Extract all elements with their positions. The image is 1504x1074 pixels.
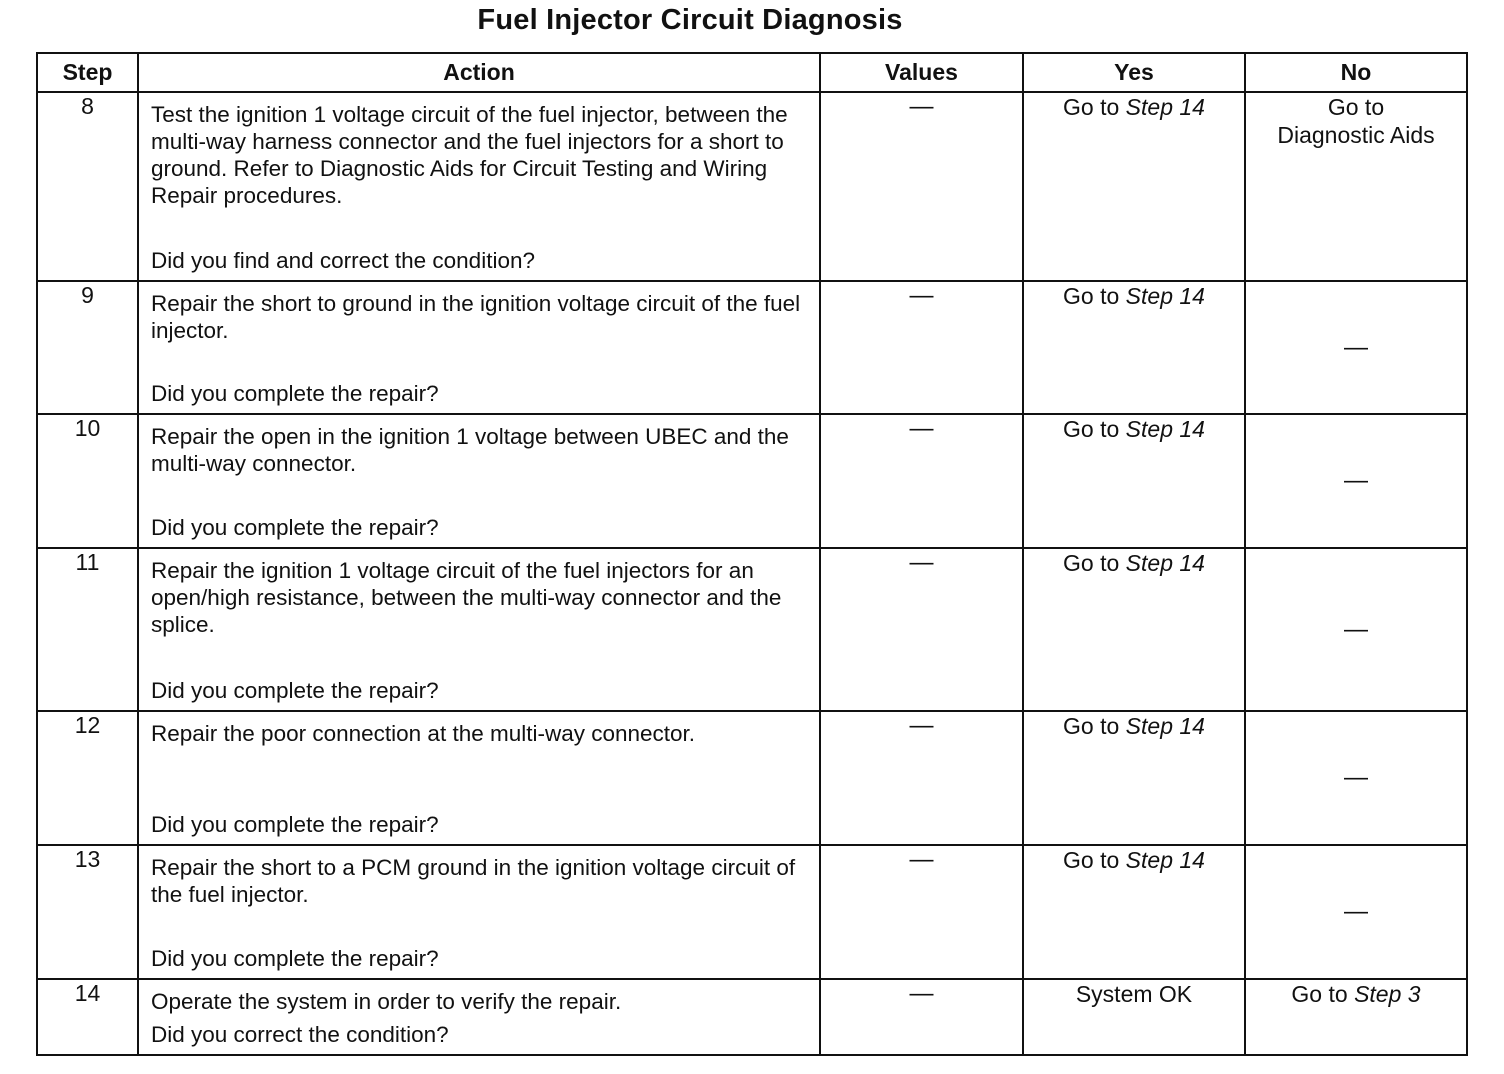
yes-goto-text: Go to: [1063, 416, 1120, 442]
step-number: 9: [37, 281, 138, 414]
action-question: Did you complete the repair?: [151, 678, 439, 703]
table-row: [37, 281, 1467, 414]
values-cell: —: [820, 281, 1023, 414]
yes-cell: [1023, 548, 1245, 711]
no-diagnostic-aids: Diagnostic Aids: [1277, 122, 1435, 148]
action-cell: [138, 414, 820, 548]
yes-step-link: Step 14: [1125, 416, 1205, 442]
no-cell: [1245, 979, 1467, 1055]
values-cell: —: [820, 979, 1023, 1055]
header-step: Step: [37, 53, 138, 92]
values-cell: —: [820, 845, 1023, 979]
action-cell: [138, 92, 820, 281]
action-cell: [138, 979, 820, 1055]
values-cell: —: [820, 92, 1023, 281]
yes-step-link: Step 14: [1125, 283, 1205, 309]
no-goto-text: Go to: [1291, 981, 1348, 1007]
header-row: [37, 53, 1467, 92]
diagnosis-table: [36, 52, 1468, 1056]
action-cell: [138, 281, 820, 414]
values-cell: —: [820, 548, 1023, 711]
yes-goto-text: Go to: [1063, 283, 1120, 309]
no-cell: [1245, 92, 1467, 281]
no-cell: —: [1245, 414, 1467, 548]
action-question: Did you complete the repair?: [151, 946, 439, 971]
action-text: Repair the short to ground in the ignition voltage circuit of the fuel injector.: [151, 291, 801, 343]
yes-step-link: Step 14: [1125, 94, 1205, 120]
step-number: 14: [37, 979, 138, 1055]
table-row: [37, 979, 1467, 1055]
action-cell: [138, 845, 820, 979]
yes-goto-text: Go to: [1063, 94, 1120, 120]
yes-goto-text: Go to: [1063, 713, 1120, 739]
no-step-link: Step 3: [1354, 981, 1421, 1007]
action-cell: [138, 548, 820, 711]
step-number: 8: [37, 92, 138, 281]
yes-step-link: Step 14: [1125, 550, 1205, 576]
action-text: Operate the system in order to verify the repair.: [151, 989, 622, 1014]
header-yes: Yes: [1023, 53, 1245, 92]
step-number: 10: [37, 414, 138, 548]
no-cell: —: [1245, 711, 1467, 845]
page-title: Fuel Injector Circuit Diagnosis: [477, 4, 903, 36]
yes-goto-text: Go to: [1063, 550, 1120, 576]
yes-cell: [1023, 281, 1245, 414]
yes-cell: [1023, 845, 1245, 979]
action-text: Repair the poor connection at the multi-way connector.: [151, 721, 696, 746]
yes-cell: System OK: [1023, 979, 1245, 1055]
step-number: 13: [37, 845, 138, 979]
action-question: Did you find and correct the condition?: [151, 248, 535, 273]
action-text: Repair the short to a PCM ground in the ignition voltage circuit of the fuel injector.: [151, 855, 796, 907]
header-values: Values: [820, 53, 1023, 92]
values-cell: —: [820, 711, 1023, 845]
no-cell: —: [1245, 548, 1467, 711]
table-row: [37, 711, 1467, 845]
yes-cell: [1023, 92, 1245, 281]
action-text: Test the ignition 1 voltage circuit of the fuel injector, between the multi-way harness connector and the fuel injectors for a short to ground. Refer to Diagnostic Aids for Circuit Testing and Wiring Repair procedures.: [151, 102, 788, 208]
action-cell: [138, 711, 820, 845]
header-no: No: [1245, 53, 1467, 92]
action-question: Did you correct the condition?: [151, 1022, 449, 1047]
yes-step-link: Step 14: [1125, 847, 1205, 873]
no-cell: —: [1245, 281, 1467, 414]
no-cell: —: [1245, 845, 1467, 979]
action-question: Did you complete the repair?: [151, 381, 439, 406]
action-question: Did you complete the repair?: [151, 515, 439, 540]
step-number: 11: [37, 548, 138, 711]
table-row: [37, 845, 1467, 979]
table-row: [37, 548, 1467, 711]
action-question: Did you complete the repair?: [151, 812, 439, 837]
action-text: Repair the ignition 1 voltage circuit of the fuel injectors for an open/high resistance, between the multi-way connector and the splice.: [151, 558, 782, 637]
header-action: Action: [138, 53, 820, 92]
action-text: Repair the open in the ignition 1 voltage between UBEC and the multi-way connector.: [151, 424, 789, 476]
no-goto-text: Go to: [1327, 94, 1385, 120]
yes-cell: [1023, 414, 1245, 548]
table-row: [37, 414, 1467, 548]
yes-cell: [1023, 711, 1245, 845]
yes-step-link: Step 14: [1125, 713, 1205, 739]
step-number: 12: [37, 711, 138, 845]
values-cell: —: [820, 414, 1023, 548]
yes-goto-text: Go to: [1063, 847, 1120, 873]
table-row: [37, 92, 1467, 281]
